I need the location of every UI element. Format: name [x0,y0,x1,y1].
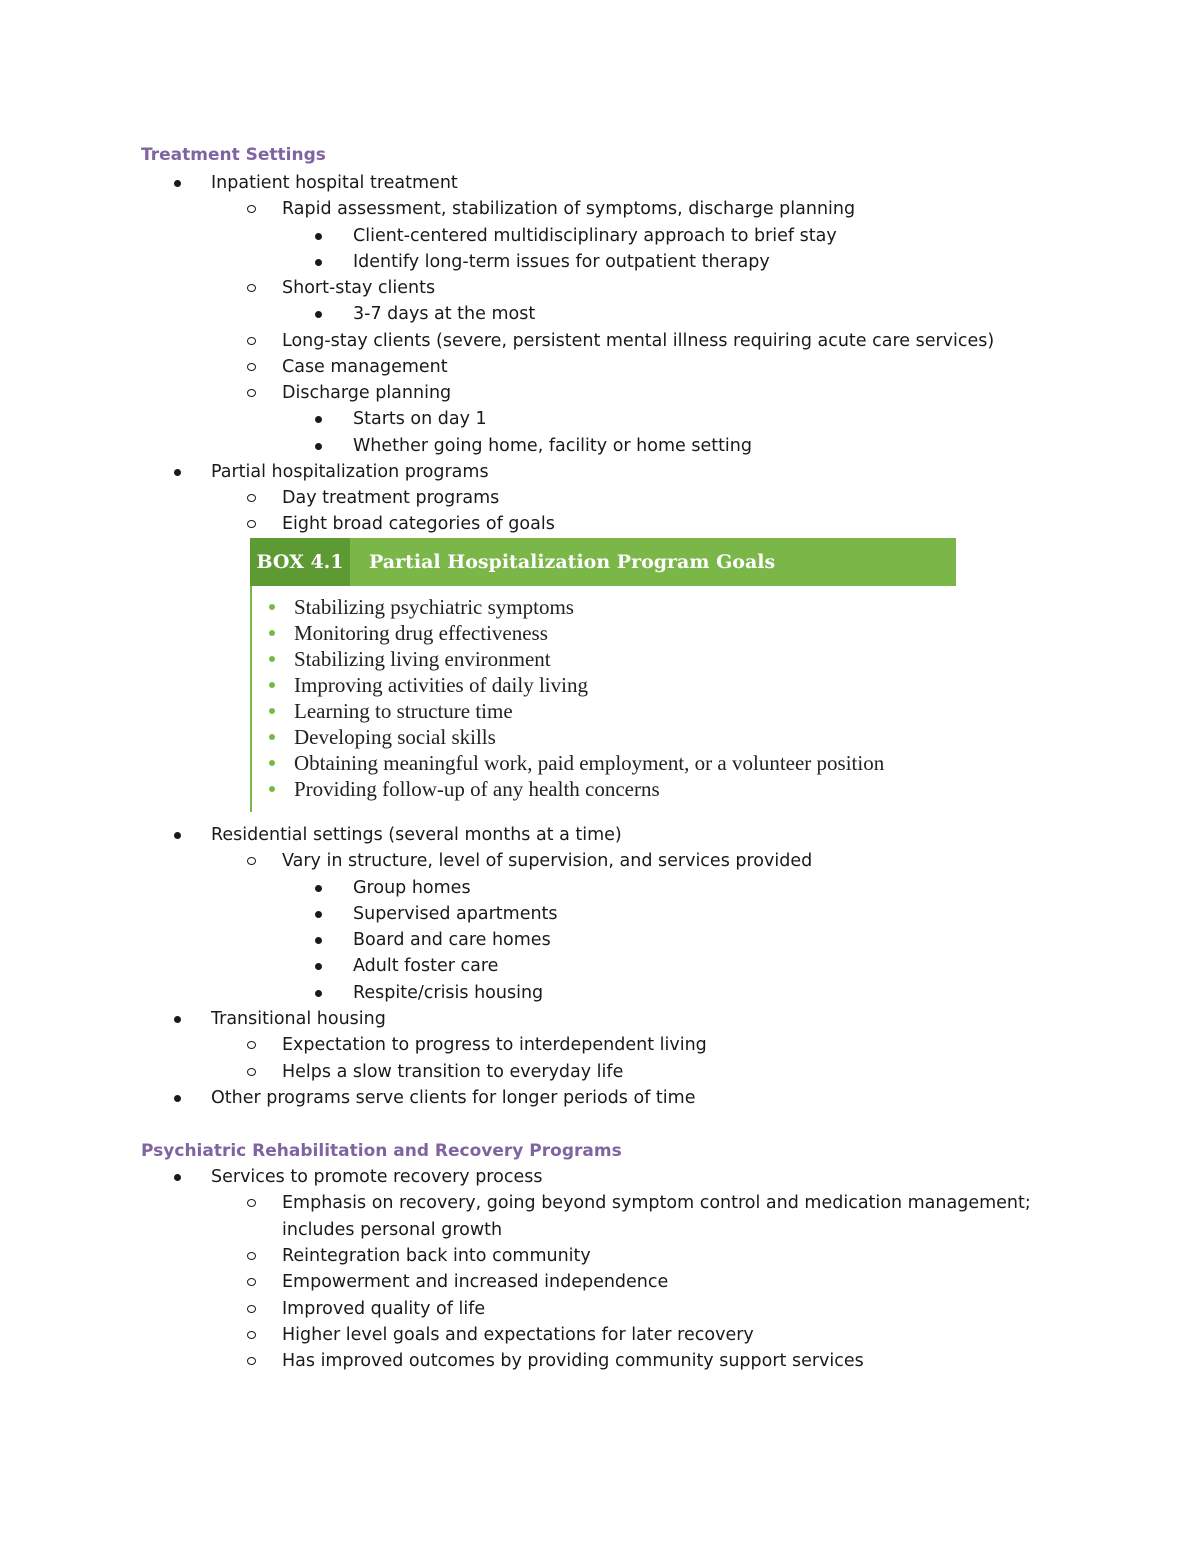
box-bullet [269,760,275,766]
list-item: Respite/crisis housing [353,983,544,1003]
bullet-circle [247,848,256,874]
bullet-circle [247,1190,256,1216]
bullet-circle [247,485,256,511]
bullet-circle [247,1269,256,1295]
bullet-circle [247,1348,256,1374]
box-bullet [269,604,275,610]
list-item: Emphasis on recovery, going beyond symptom control and medication management; [282,1193,1031,1213]
bullet-dot [174,459,181,485]
list-item: Reintegration back into community [282,1246,591,1266]
list-item: Short-stay clients [282,278,436,298]
list-item: Starts on day 1 [353,409,487,429]
list-item-continuation: includes personal growth [282,1220,503,1240]
list-item: Identify long-term issues for outpatient therapy [353,252,770,272]
box-item: Obtaining meaningful work, paid employment, or a volunteer position [294,751,885,775]
bullet-circle [247,1322,256,1348]
box-item: Monitoring drug effectiveness [294,621,548,645]
list-item: Rapid assessment, stabilization of symptoms, discharge planning [282,199,856,219]
section-heading-psychiatric-rehabilitation: Psychiatric Rehabilitation and Recovery Programs [141,1141,622,1161]
bullet-dot [315,901,322,927]
box-item: Providing follow-up of any health concerns [294,777,660,801]
bullet-circle [247,328,256,354]
list-item: Vary in structure, level of supervision, and services provided [282,851,813,871]
bullet-dot [174,1006,181,1032]
list-item: Inpatient hospital treatment [211,173,458,193]
list-item: Has improved outcomes by providing community support services [282,1351,864,1371]
bullet-dot [315,953,322,979]
box-label: BOX 4.1 [250,538,350,586]
box-bullet [269,630,275,636]
bullet-dot [174,1164,181,1190]
box-bullet [269,786,275,792]
box-bullet [269,682,275,688]
box-item: Developing social skills [294,725,496,749]
box-left-rule [250,586,252,812]
box-4-1-figure [250,538,956,812]
bullet-dot [174,822,181,848]
list-item: Day treatment programs [282,488,500,508]
bullet-circle [247,1296,256,1322]
list-item: Long-stay clients (severe, persistent mental illness requiring acute care services) [282,331,995,351]
bullet-dot [174,170,181,196]
bullet-dot [315,223,322,249]
bullet-dot [315,927,322,953]
bullet-circle [247,1059,256,1085]
section-heading-treatment-settings: Treatment Settings [141,145,326,165]
list-item: Client-centered multidisciplinary approach to brief stay [353,226,837,246]
list-item: Improved quality of life [282,1299,486,1319]
list-item: Residential settings (several months at a time) [211,825,622,845]
box-bullet [269,734,275,740]
bullet-circle [247,380,256,406]
box-item: Learning to structure time [294,699,513,723]
list-item: Higher level goals and expectations for later recovery [282,1325,754,1345]
list-item: Transitional housing [211,1009,386,1029]
bullet-dot [315,875,322,901]
bullet-dot [315,249,322,275]
list-item: Group homes [353,878,471,898]
list-item: Adult foster care [353,956,499,976]
box-item: Stabilizing psychiatric symptoms [294,595,574,619]
bullet-circle [247,1032,256,1058]
list-item: Empowerment and increased independence [282,1272,669,1292]
list-item: Supervised apartments [353,904,558,924]
list-item: Discharge planning [282,383,452,403]
bullet-dot [315,980,322,1006]
bullet-circle [247,196,256,222]
list-item: Whether going home, facility or home setting [353,436,752,456]
bullet-circle [247,511,256,537]
bullet-circle [247,354,256,380]
list-item: Expectation to progress to interdependent living [282,1035,707,1055]
list-item: Case management [282,357,448,377]
box-item: Improving activities of daily living [294,673,588,697]
bullet-circle [247,1243,256,1269]
box-item: Stabilizing living environment [294,647,551,671]
box-header [250,538,956,586]
box-bullet [269,708,275,714]
list-item: Helps a slow transition to everyday life [282,1062,624,1082]
list-item: Services to promote recovery process [211,1167,543,1187]
list-item: Partial hospitalization programs [211,462,489,482]
bullet-circle [247,275,256,301]
bullet-dot [315,406,322,432]
bullet-dot [315,301,322,327]
list-item: Eight broad categories of goals [282,514,555,534]
bullet-dot [174,1085,181,1111]
list-item: Board and care homes [353,930,551,950]
bullet-dot [315,433,322,459]
list-item: 3-7 days at the most [353,304,536,324]
box-title: Partial Hospitalization Program Goals [369,551,776,573]
box-bullet [269,656,275,662]
list-item: Other programs serve clients for longer periods of time [211,1088,696,1108]
